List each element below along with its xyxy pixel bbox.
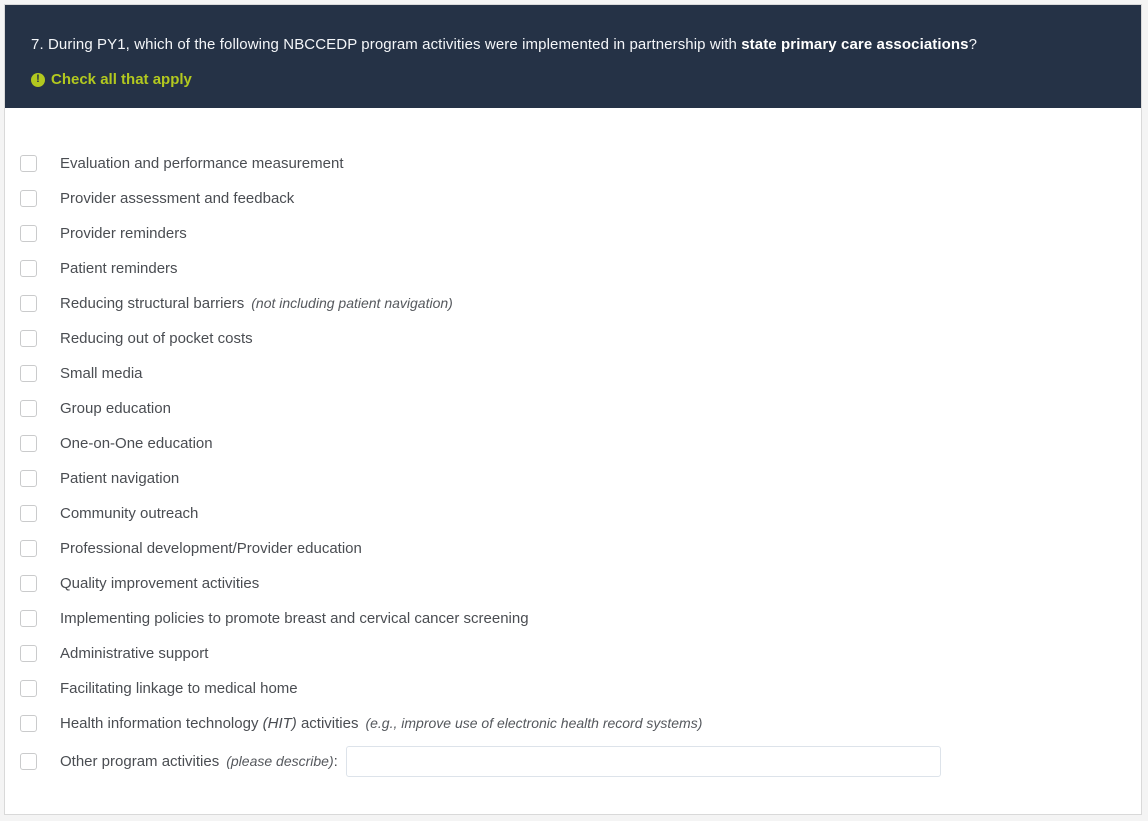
option-checkbox[interactable] bbox=[20, 365, 37, 382]
option-label bbox=[60, 680, 298, 697]
option-label-italic-segment: (HIT) bbox=[262, 715, 297, 732]
option-checkbox[interactable] bbox=[20, 715, 37, 732]
option-row[interactable] bbox=[20, 566, 1141, 601]
other-describe-input[interactable] bbox=[346, 746, 941, 777]
option-label bbox=[60, 610, 529, 627]
option-label-segment: activities bbox=[296, 715, 359, 732]
option-label bbox=[60, 225, 187, 242]
option-label-segment: Group education bbox=[60, 400, 171, 417]
option-label bbox=[60, 330, 253, 347]
option-label-segment: Provider assessment and feedback bbox=[60, 190, 295, 207]
option-row[interactable] bbox=[20, 426, 1141, 461]
option-label bbox=[60, 715, 702, 732]
question-text-prefix: 7. During PY1, which of the following NBCCEDP program activities were implemented in partnership with bbox=[31, 36, 742, 53]
option-row[interactable] bbox=[20, 496, 1141, 531]
options-list bbox=[5, 108, 1141, 781]
option-row[interactable] bbox=[20, 181, 1141, 216]
option-checkbox[interactable] bbox=[20, 295, 37, 312]
option-row[interactable] bbox=[20, 216, 1141, 251]
option-label-segment: Community outreach bbox=[60, 505, 199, 522]
option-row[interactable] bbox=[20, 636, 1141, 671]
option-label-segment: Professional development/Provider education bbox=[60, 540, 362, 557]
option-checkbox[interactable] bbox=[20, 400, 37, 417]
option-label bbox=[60, 435, 213, 452]
option-row[interactable] bbox=[20, 531, 1141, 566]
option-checkbox[interactable] bbox=[20, 645, 37, 662]
option-checkbox[interactable] bbox=[20, 470, 37, 487]
option-label bbox=[60, 295, 453, 312]
option-row[interactable] bbox=[20, 251, 1141, 286]
option-row[interactable] bbox=[20, 741, 1141, 781]
option-row[interactable] bbox=[20, 461, 1141, 496]
option-note: (please describe) bbox=[226, 752, 334, 769]
option-checkbox[interactable] bbox=[20, 190, 37, 207]
question-text bbox=[31, 35, 1115, 54]
check-all-instruction bbox=[31, 71, 1115, 88]
option-checkbox[interactable] bbox=[20, 155, 37, 172]
option-checkbox[interactable] bbox=[20, 575, 37, 592]
option-label bbox=[60, 470, 179, 487]
option-note: (e.g., improve use of electronic health record systems) bbox=[365, 715, 703, 731]
option-label-segment: Implementing policies to promote breast and cervical cancer screening bbox=[60, 610, 529, 627]
option-row[interactable] bbox=[20, 356, 1141, 391]
check-all-instruction-label: Check all that apply bbox=[51, 71, 192, 88]
option-label-segment: Patient navigation bbox=[60, 470, 180, 487]
survey-question-card bbox=[4, 4, 1142, 815]
option-label-segment: Small media bbox=[60, 365, 143, 382]
option-label bbox=[60, 575, 259, 592]
option-label bbox=[60, 155, 344, 172]
option-label bbox=[60, 753, 338, 770]
option-label-segment: Evaluation and performance measurement bbox=[60, 155, 344, 172]
option-row[interactable] bbox=[20, 321, 1141, 356]
option-label-segment: Administrative support bbox=[60, 645, 209, 662]
option-row[interactable] bbox=[20, 671, 1141, 706]
option-label-segment: One-on-One education bbox=[60, 435, 213, 452]
option-label-segment: Patient reminders bbox=[60, 260, 178, 277]
exclamation-circle-icon: ! bbox=[31, 73, 45, 87]
question-header bbox=[5, 5, 1141, 108]
option-checkbox[interactable] bbox=[20, 260, 37, 277]
question-text-suffix: ? bbox=[968, 36, 978, 53]
option-row[interactable] bbox=[20, 601, 1141, 636]
option-note-suffix: : bbox=[333, 752, 338, 770]
option-row[interactable] bbox=[20, 286, 1141, 321]
option-row[interactable] bbox=[20, 706, 1141, 741]
option-label-segment: Facilitating linkage to medical home bbox=[60, 680, 298, 697]
option-label-segment: Quality improvement activities bbox=[60, 575, 260, 592]
option-label-segment: Other program activities bbox=[60, 752, 220, 770]
option-checkbox[interactable] bbox=[20, 680, 37, 697]
option-checkbox[interactable] bbox=[20, 540, 37, 557]
question-text-emphasis: state primary care associations bbox=[741, 36, 969, 53]
option-checkbox[interactable] bbox=[20, 505, 37, 522]
option-note: (not including patient navigation) bbox=[251, 295, 453, 311]
option-label bbox=[60, 540, 362, 557]
option-label bbox=[60, 190, 294, 207]
option-row[interactable] bbox=[20, 146, 1141, 181]
option-checkbox[interactable] bbox=[20, 435, 37, 452]
option-label bbox=[60, 505, 198, 522]
option-label-segment: Provider reminders bbox=[60, 225, 187, 242]
option-label bbox=[60, 400, 171, 417]
option-checkbox[interactable] bbox=[20, 225, 37, 242]
option-label bbox=[60, 365, 143, 382]
option-label-segment: Reducing out of pocket costs bbox=[60, 330, 253, 347]
option-label bbox=[60, 260, 178, 277]
option-label bbox=[60, 645, 208, 662]
option-checkbox[interactable] bbox=[20, 610, 37, 627]
option-checkbox[interactable] bbox=[20, 330, 37, 347]
option-label-segment: Health information technology bbox=[60, 715, 263, 732]
option-label-segment: Reducing structural barriers bbox=[60, 295, 245, 312]
option-row[interactable] bbox=[20, 391, 1141, 426]
option-checkbox[interactable] bbox=[20, 753, 37, 770]
